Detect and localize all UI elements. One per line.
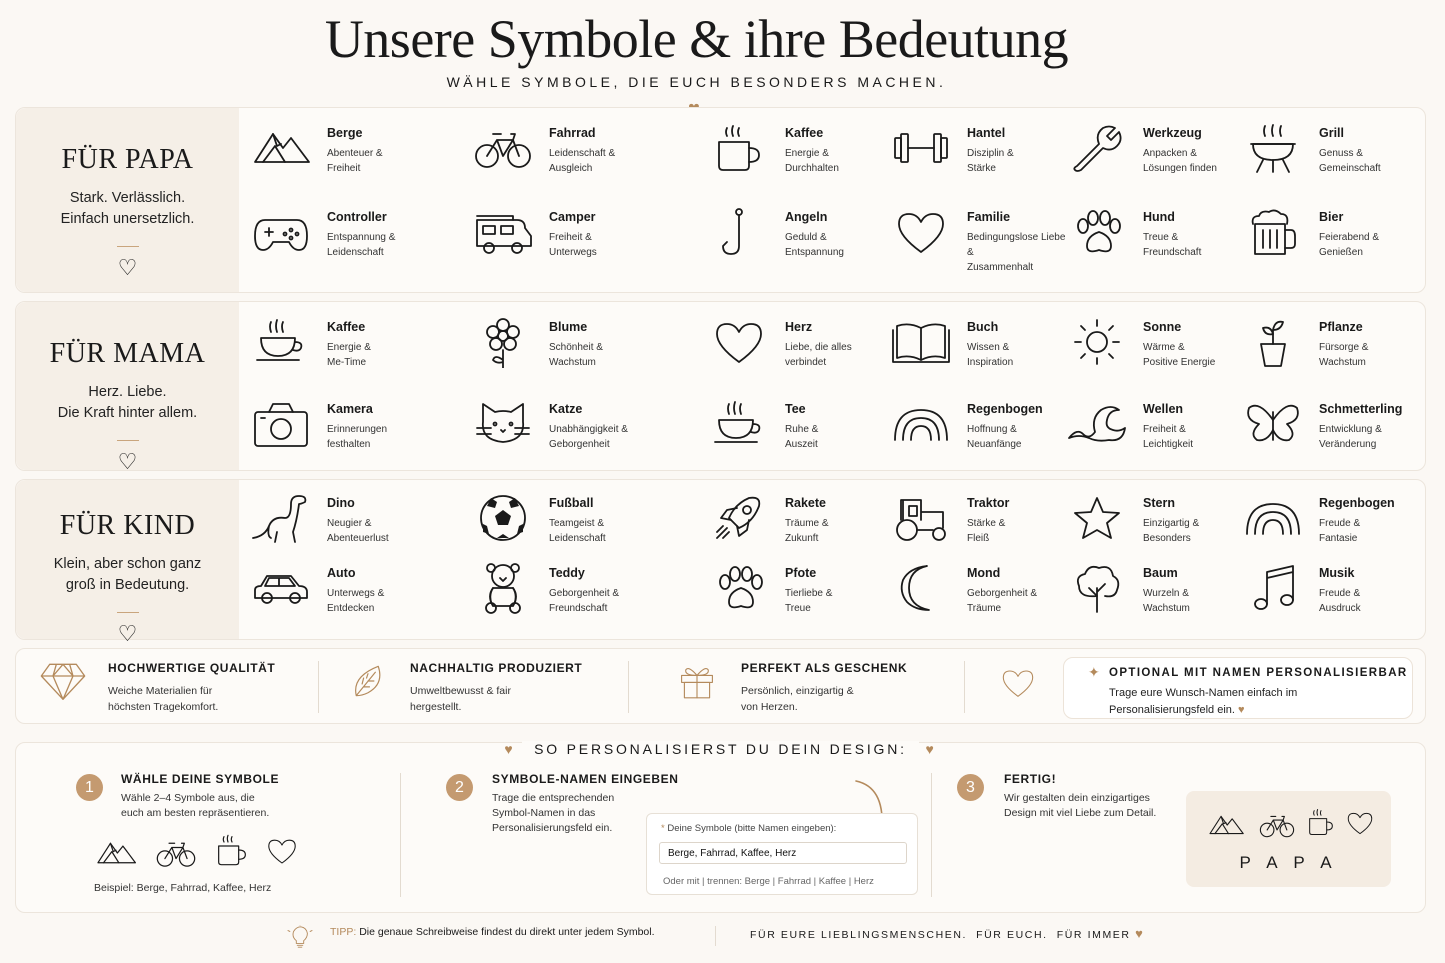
footer-tagline: FÜR EURE LIEBLINGSMENSCHEN. FÜR EUCH. FÜR IMMER ♥ — [750, 926, 1145, 941]
symbol-item — [891, 122, 1071, 182]
divider — [964, 661, 965, 713]
symbol-name: Controller — [327, 210, 387, 224]
divider — [318, 661, 319, 713]
symbol-item — [1243, 206, 1423, 266]
symbol-name: Traktor — [967, 496, 1010, 510]
sun-icon — [1067, 316, 1127, 368]
symbol-desc: Freude & Ausdruck — [1319, 588, 1361, 614]
symbol-desc: Abenteuer & Freiheit — [327, 148, 383, 174]
symbol-name: Musik — [1319, 566, 1355, 580]
mountain-icon — [251, 122, 311, 174]
step-number: 3 — [957, 774, 984, 801]
symbol-desc: Träume & Zukunft — [785, 518, 829, 544]
feature-desc: Weiche Materialien für höchsten Tragekomfort. — [108, 685, 219, 713]
personalization-form — [646, 813, 918, 895]
symbol-item — [251, 492, 431, 552]
dinosaur-icon — [251, 492, 311, 544]
symbol-desc: Unterwegs & Entdecken — [327, 588, 385, 614]
symbol-desc: Teamgeist & Leidenschaft — [549, 518, 606, 544]
symbol-desc: Ruhe & Auszeit — [785, 424, 819, 450]
symbol-item — [473, 492, 653, 552]
divider — [117, 246, 139, 247]
symbol-name: Tee — [785, 402, 806, 416]
symbol-item — [1067, 492, 1247, 552]
symbol-desc: Stärke & Fleiß — [967, 518, 1006, 544]
symbol-item — [1067, 562, 1247, 622]
how-to-heading: ♥ SO PERSONALISIERST DU DEIN DESIGN: ♥ — [504, 741, 937, 757]
symbols-input[interactable] — [659, 842, 907, 864]
coffee-mug-icon — [212, 831, 252, 869]
step-title: WÄHLE DEINE SYMBOLE — [121, 772, 280, 786]
symbol-name: Hund — [1143, 210, 1175, 224]
symbol-desc: Genuss & Gemeinschaft — [1319, 148, 1381, 174]
symbol-name: Auto — [327, 566, 356, 580]
symbol-name: Teddy — [549, 566, 585, 580]
symbol-item — [1243, 316, 1423, 376]
symbol-desc: Treue & Freundschaft — [1143, 232, 1202, 258]
heart-icon — [891, 206, 951, 258]
butterfly-icon — [1243, 398, 1303, 450]
symbol-name: Werkzeug — [1143, 126, 1202, 140]
heart-icon — [264, 835, 300, 867]
section-title: FÜR PAPA — [61, 144, 194, 175]
flower-icon — [473, 316, 533, 368]
beer-icon — [1243, 206, 1303, 258]
symbol-name: Buch — [967, 320, 999, 334]
field-label: * Deine Symbole (bitte Namen eingeben): — [661, 823, 837, 834]
symbol-name: Camper — [549, 210, 596, 224]
symbol-name: Baum — [1143, 566, 1178, 580]
symbol-desc: Wurzeln & Wachstum — [1143, 588, 1190, 614]
divider — [931, 773, 932, 897]
camper-icon — [473, 206, 533, 258]
paw-icon — [709, 562, 769, 614]
symbol-desc: Disziplin & Stärke — [967, 148, 1014, 174]
step-desc: Wir gestalten dein einzigartiges Design mit viel Liebe zum Detail. — [1004, 792, 1157, 819]
section-subtitle: Klein, aber schon ganz groß in Bedeutung. — [53, 556, 202, 593]
section-0 — [15, 107, 1426, 293]
symbol-desc: Feierabend & Genießen — [1319, 232, 1380, 258]
symbol-item — [891, 316, 1071, 376]
symbol-item — [709, 398, 889, 458]
heart-icon: ♡ — [117, 621, 138, 646]
plant-icon — [1243, 316, 1303, 368]
symbol-name: Schmetterling — [1319, 402, 1403, 416]
symbol-item — [709, 316, 889, 376]
symbol-item — [1243, 122, 1423, 182]
symbol-item — [1067, 398, 1247, 458]
moon-icon — [891, 562, 951, 614]
symbol-item — [891, 492, 1071, 552]
section-title: FÜR KIND — [59, 510, 196, 541]
step-number: 2 — [446, 774, 473, 801]
symbol-desc: Tierliebe & Treue — [785, 588, 833, 614]
heart-icon — [1344, 809, 1376, 837]
symbol-desc: Entspannung & Leidenschaft — [327, 232, 396, 258]
symbol-item — [709, 122, 889, 182]
personalize-box — [1063, 657, 1413, 719]
feature-title: PERFEKT ALS GESCHENK — [741, 661, 908, 675]
symbol-desc: Geduld & Entspannung — [785, 232, 844, 258]
step-example: Beispiel: Berge, Fahrrad, Kaffee, Herz — [94, 882, 272, 894]
heart-icon: ♡ — [117, 255, 138, 280]
feature-title: NACHHALTIG PRODUZIERT — [410, 661, 583, 675]
symbol-name: Pfote — [785, 566, 817, 580]
section-header — [16, 480, 239, 646]
symbol-item — [251, 122, 431, 182]
personalize-title: OPTIONAL MIT NAMEN PERSONALISIERBAR — [1109, 667, 1408, 679]
symbol-item — [1067, 206, 1247, 266]
symbol-name: Wellen — [1143, 402, 1184, 416]
features-bar — [15, 648, 1426, 724]
symbol-item — [1243, 562, 1423, 622]
heart-icon: ♥ — [1135, 926, 1145, 941]
symbol-item — [1067, 122, 1247, 182]
section-header — [16, 108, 239, 292]
teddy-bear-icon — [473, 562, 533, 614]
feature-title: HOCHWERTIGE QUALITÄT — [108, 661, 276, 675]
symbol-name: Regenbogen — [967, 402, 1043, 416]
symbol-name: Rakete — [785, 496, 826, 510]
bicycle-icon — [473, 122, 533, 174]
heart-icon: ♥ — [925, 741, 937, 757]
symbol-item — [251, 398, 431, 458]
grill-icon — [1243, 122, 1303, 174]
leaf-icon — [346, 661, 390, 701]
step-number: 1 — [76, 774, 103, 801]
step-title: SYMBOLE-NAMEN EINGEBEN — [492, 772, 679, 786]
symbol-name: Familie — [967, 210, 1011, 224]
symbol-name: Herz — [785, 320, 813, 334]
wave-icon — [1067, 398, 1127, 450]
symbol-name: Regenbogen — [1319, 496, 1395, 510]
music-note-icon — [1243, 562, 1303, 614]
symbol-desc: Energie & Durchhalten — [785, 148, 839, 174]
symbol-item — [1067, 316, 1247, 376]
rocket-icon — [709, 492, 769, 544]
preview-name: P A P A — [1239, 853, 1338, 872]
symbol-desc: Wärme & Positive Energie — [1143, 342, 1216, 368]
bicycle-icon — [1256, 809, 1298, 841]
symbol-item — [709, 206, 889, 266]
heart-icon: ♥ — [504, 741, 516, 757]
step-desc: Trage die entsprechenden Symbol-Namen in das Personalisierungsfeld ein. — [492, 792, 615, 834]
diamond-icon — [38, 659, 88, 703]
symbol-name: Fahrrad — [549, 126, 596, 140]
symbol-name: Berge — [327, 126, 363, 140]
divider — [715, 926, 716, 946]
symbol-item — [1243, 492, 1423, 552]
rainbow-icon — [1243, 492, 1303, 544]
symbol-name: Kamera — [327, 402, 373, 416]
symbol-desc: Liebe, die alles verbindet — [785, 342, 852, 368]
fishing-hook-icon — [709, 206, 769, 258]
symbol-item — [473, 316, 653, 376]
divider — [117, 612, 139, 613]
symbol-item — [891, 398, 1071, 458]
symbol-name: Sonne — [1143, 320, 1182, 334]
symbol-desc: Unabhängigkeit & Geborgenheit — [549, 424, 628, 450]
symbol-name: Kaffee — [327, 320, 366, 334]
section-subtitle: Herz. Liebe. Die Kraft hinter allem. — [57, 384, 198, 421]
soccer-ball-icon — [473, 492, 533, 544]
divider — [400, 773, 401, 897]
symbol-desc: Freude & Fantasie — [1319, 518, 1361, 544]
sparkle-icon: ✦ — [1088, 664, 1100, 680]
rainbow-icon — [891, 398, 951, 450]
tree-icon — [1067, 562, 1127, 614]
symbol-desc: Schönheit & Wachstum — [549, 342, 603, 368]
coffee-cup-icon — [251, 316, 311, 368]
gift-icon — [676, 661, 718, 701]
personalize-desc: Trage eure Wunsch-Namen einfach im Personalisierungsfeld ein. ♥ — [1109, 687, 1298, 716]
symbol-name: Hantel — [967, 126, 1006, 140]
bicycle-icon — [152, 835, 200, 871]
symbol-item — [891, 206, 1071, 273]
lightbulb-icon — [286, 925, 314, 949]
symbol-desc: Neugier & Abenteuerlust — [327, 518, 389, 544]
symbol-name: Pflanze — [1319, 320, 1363, 334]
symbol-desc: Energie & Me-Time — [327, 342, 371, 368]
tea-cup-icon — [709, 398, 769, 450]
symbol-item — [473, 206, 653, 266]
symbol-name: Bier — [1319, 210, 1344, 224]
symbol-item — [473, 122, 653, 182]
footer-tip: TIPP: Die genaue Schreibweise findest du direkt unter jedem Symbol. — [330, 926, 655, 938]
symbol-desc: Freiheit & Leichtigkeit — [1143, 424, 1194, 450]
dumbbell-icon — [891, 122, 951, 174]
symbol-item — [709, 492, 889, 552]
book-icon — [891, 316, 951, 368]
symbol-item — [473, 562, 653, 622]
symbol-desc: Erinnerungen festhalten — [327, 424, 388, 450]
symbol-desc: Anpacken & Lösungen finden — [1143, 148, 1217, 174]
symbol-item — [251, 206, 431, 266]
symbol-name: Dino — [327, 496, 355, 510]
symbol-name: Kaffee — [785, 126, 824, 140]
design-preview — [1186, 791, 1391, 887]
symbol-desc: Einzigartig & Besonders — [1143, 518, 1200, 544]
symbol-name: Mond — [967, 566, 1001, 580]
symbol-item — [473, 398, 653, 458]
star-icon — [1067, 492, 1127, 544]
how-to-panel — [15, 742, 1426, 913]
coffee-mug-icon — [1304, 805, 1338, 839]
step-title: FERTIG! — [1004, 772, 1057, 786]
symbol-desc: Geborgenheit & Freundschaft — [549, 588, 620, 614]
coffee-mug-icon — [709, 122, 769, 174]
symbol-item — [251, 562, 431, 622]
page-subtitle: WÄHLE SYMBOLE, DIE EUCH BESONDERS MACHEN. — [446, 74, 947, 90]
symbol-desc: Leidenschaft & Ausgleich — [549, 148, 616, 174]
section-2 — [15, 479, 1426, 646]
mountain-icon — [1204, 809, 1248, 841]
car-icon — [251, 562, 311, 614]
symbol-desc: Entwicklung & Veränderung — [1319, 424, 1382, 450]
symbol-desc: Bedingungslose Liebe & Zusammenhalt — [967, 232, 1066, 273]
symbol-name: Angeln — [785, 210, 828, 224]
symbol-name: Stern — [1143, 496, 1175, 510]
symbol-desc: Hoffnung & Neuanfänge — [967, 424, 1022, 450]
symbol-item — [251, 316, 431, 376]
cat-icon — [473, 398, 533, 450]
symbol-desc: Wissen & Inspiration — [967, 342, 1014, 368]
feature-desc: Umweltbewusst & fair hergestellt. — [410, 685, 511, 713]
symbol-name: Fußball — [549, 496, 594, 510]
symbol-desc: Fürsorge & Wachstum — [1319, 342, 1369, 368]
mountain-icon — [92, 835, 140, 871]
divider — [628, 661, 629, 713]
symbol-desc: Freiheit & Unterwegs — [549, 232, 597, 258]
page-title: Unsere Symbole & ihre Bedeutung — [324, 9, 1069, 69]
wrench-icon — [1067, 122, 1127, 174]
feature-desc: Persönlich, einzigartig & von Herzen. — [741, 685, 854, 713]
section-header — [16, 302, 239, 474]
heart-icon — [709, 316, 769, 368]
paw-icon — [1067, 206, 1127, 258]
section-1 — [15, 301, 1426, 474]
symbol-name: Blume — [549, 320, 588, 334]
heart-icon: ♡ — [117, 449, 138, 474]
heart-icon — [998, 665, 1038, 701]
heart-icon: ♥ — [1238, 704, 1245, 716]
symbol-item — [891, 562, 1071, 622]
symbol-item — [709, 562, 889, 622]
symbol-item — [1243, 398, 1423, 458]
divider — [117, 440, 139, 441]
field-hint: Oder mit | trennen: Berge | Fahrrad | Kaffee | Herz — [663, 876, 874, 887]
camera-icon — [251, 398, 311, 450]
gamepad-icon — [251, 206, 311, 258]
tractor-icon — [891, 492, 951, 544]
step-desc: Wähle 2–4 Symbole aus, die euch am besten repräsentieren. — [121, 792, 270, 819]
symbol-name: Grill — [1319, 126, 1345, 140]
symbol-name: Katze — [549, 402, 583, 416]
symbol-desc: Geborgenheit & Träume — [967, 588, 1038, 614]
section-title: FÜR MAMA — [49, 338, 206, 369]
section-subtitle: Stark. Verlässlich. Einfach unersetzlich. — [60, 190, 195, 227]
